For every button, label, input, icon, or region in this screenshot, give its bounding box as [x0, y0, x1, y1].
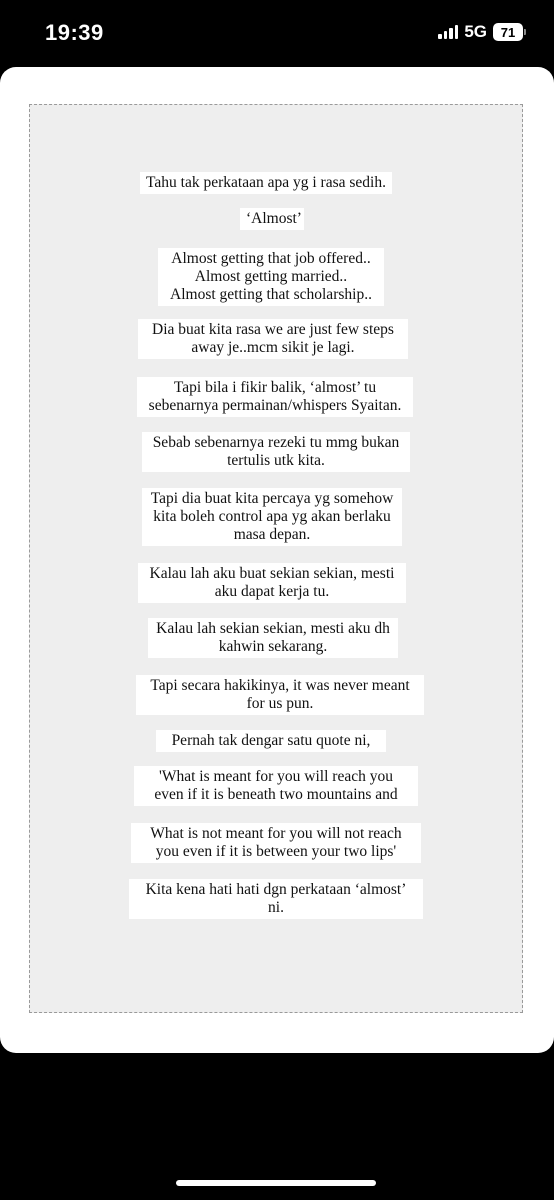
status-bar — [0, 0, 554, 66]
text-block-14[interactable]: Kita kena hati hati dgn perkataan ‘almost’ ni. — [129, 879, 423, 919]
network-label: 5G — [464, 22, 487, 41]
home-indicator[interactable] — [176, 1180, 376, 1186]
text-block-11[interactable]: Pernah tak dengar satu quote ni, — [156, 730, 386, 752]
signal-icon — [438, 25, 458, 39]
text-block-13[interactable]: What is not meant for you will not reach you even if it is between your two lips' — [131, 823, 421, 863]
text-block-9[interactable]: Kalau lah sekian sekian, mesti aku dh kahwin sekarang. — [148, 618, 398, 658]
text-block-1[interactable]: Tahu tak perkataan apa yg i rasa sedih. — [140, 172, 392, 194]
story-canvas[interactable] — [29, 104, 523, 1013]
text-block-7[interactable]: Tapi dia buat kita percaya yg somehow kita boleh control apa yg akan berlaku masa depan. — [142, 488, 402, 546]
text-block-2[interactable]: ‘Almost’ — [240, 208, 304, 230]
text-block-6[interactable]: Sebab sebenarnya rezeki tu mmg bukan tertulis utk kita. — [142, 432, 410, 472]
status-indicators — [438, 22, 526, 42]
status-time: 19:39 — [45, 20, 104, 45]
text-block-3[interactable]: Almost getting that job offered.. Almost getting married.. Almost getting that scholarship.. — [158, 248, 384, 306]
battery-icon — [493, 23, 526, 41]
text-block-8[interactable]: Kalau lah aku buat sekian sekian, mesti aku dapat kerja tu. — [138, 563, 406, 603]
battery-level: 71 — [493, 23, 523, 41]
text-block-12[interactable]: 'What is meant for you will reach you even if it is beneath two mountains and — [134, 766, 418, 806]
battery-tip — [524, 29, 526, 35]
text-block-5[interactable]: Tapi bila i fikir balik, ‘almost’ tu sebenarnya permainan/whispers Syaitan. — [137, 377, 413, 417]
text-block-10[interactable]: Tapi secara hakikinya, it was never meant for us pun. — [136, 675, 424, 715]
text-block-4[interactable]: Dia buat kita rasa we are just few steps away je..mcm sikit je lagi. — [138, 319, 408, 359]
story-viewer-card[interactable] — [0, 67, 554, 1053]
